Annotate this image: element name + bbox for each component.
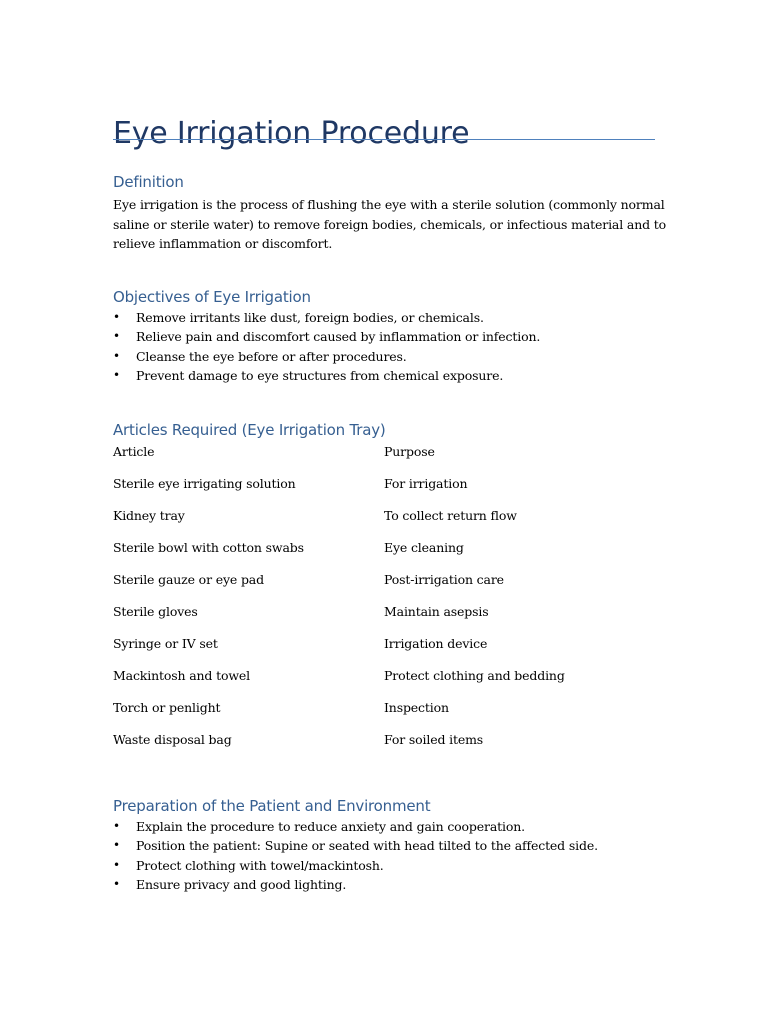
list-item-text: Position the patient: Supine or seated with head tilted to the affected side. [136, 838, 598, 854]
article-cell: Kidney tray [113, 508, 185, 523]
list-item [113, 308, 673, 327]
articles-section [113, 419, 673, 762]
list-item-text: Explain the procedure to reduce anxiety and gain cooperation. [136, 819, 525, 834]
table-row [113, 666, 655, 698]
list-item-text: Remove irritants like dust, foreign bodies, or chemicals. [136, 310, 484, 325]
column-header-purpose: Purpose [384, 444, 435, 459]
table-row [113, 698, 655, 730]
column-header-article: Article [113, 444, 155, 459]
table-row [113, 538, 655, 570]
list-item-text: Relieve pain and discomfort caused by inflammation or infection. [136, 329, 541, 345]
purpose-cell: Maintain asepsis [384, 604, 489, 619]
table-row [113, 474, 655, 506]
article-cell: Waste disposal bag [113, 732, 232, 747]
purpose-cell: For soiled items [384, 732, 484, 747]
article-cell: Sterile bowl with cotton swabs [113, 540, 304, 555]
definition-heading: Definition [113, 173, 184, 191]
bullet-icon: • [113, 819, 120, 833]
preparation-heading: Preparation of the Patient and Environment [113, 797, 431, 815]
bullet-icon: • [113, 838, 120, 853]
definition-section [113, 171, 673, 254]
title-underline [113, 139, 655, 140]
bullet-icon: • [113, 310, 120, 324]
article-cell: Sterile gauze or eye pad [113, 572, 264, 587]
list-item-text: Prevent damage to eye structures from chemical exposure. [136, 367, 504, 383]
bullet-icon: • [113, 329, 120, 344]
purpose-cell: For irrigation [384, 476, 468, 491]
table-row [113, 634, 655, 666]
page-title: Eye Irrigation Procedure [113, 116, 470, 152]
purpose-cell: Post-irrigation care [384, 572, 504, 587]
purpose-cell: Irrigation device [384, 636, 488, 651]
preparation-section [113, 795, 673, 894]
article-cell: Sterile eye irrigating solution [113, 476, 296, 491]
bullet-icon: • [113, 857, 120, 872]
list-item-text: Protect clothing with towel/mackintosh. [136, 857, 384, 873]
purpose-cell: To collect return flow [384, 508, 517, 523]
table-row [113, 506, 655, 538]
list-item [113, 875, 673, 894]
article-cell: Torch or penlight [113, 700, 221, 715]
list-item [113, 836, 673, 855]
bullet-icon: • [113, 348, 120, 363]
list-item [113, 327, 673, 346]
list-item-text: Ensure privacy and good lighting. [136, 876, 347, 892]
article-cell: Sterile gloves [113, 604, 198, 619]
table-row [113, 570, 655, 602]
table-header-row [113, 442, 655, 474]
definition-text: Eye irrigation is the process of flushing the eye with a sterile solution (commonly normal saline or sterile water) to remove foreign bodies, chemicals, or infectious material and to relieve inflammation or discomfort. [113, 197, 667, 251]
bullet-icon: • [113, 876, 120, 891]
objectives-section [113, 286, 673, 385]
articles-heading: Articles Required (Eye Irrigation Tray) [113, 421, 386, 439]
bullet-icon: • [113, 367, 120, 382]
table-row [113, 730, 655, 762]
purpose-cell: Protect clothing and bedding [384, 668, 565, 683]
objectives-list [113, 308, 673, 385]
list-item-text: Cleanse the eye before or after procedures. [136, 348, 407, 364]
article-cell: Syringe or IV set [113, 636, 218, 651]
list-item [113, 366, 673, 385]
articles-table [113, 442, 655, 762]
preparation-list [113, 817, 673, 894]
purpose-cell: Eye cleaning [384, 540, 464, 555]
article-cell: Mackintosh and towel [113, 668, 250, 683]
objectives-heading: Objectives of Eye Irrigation [113, 288, 311, 306]
list-item [113, 817, 673, 836]
list-item [113, 347, 673, 366]
purpose-cell: Inspection [384, 700, 449, 715]
table-row [113, 602, 655, 634]
list-item [113, 856, 673, 875]
